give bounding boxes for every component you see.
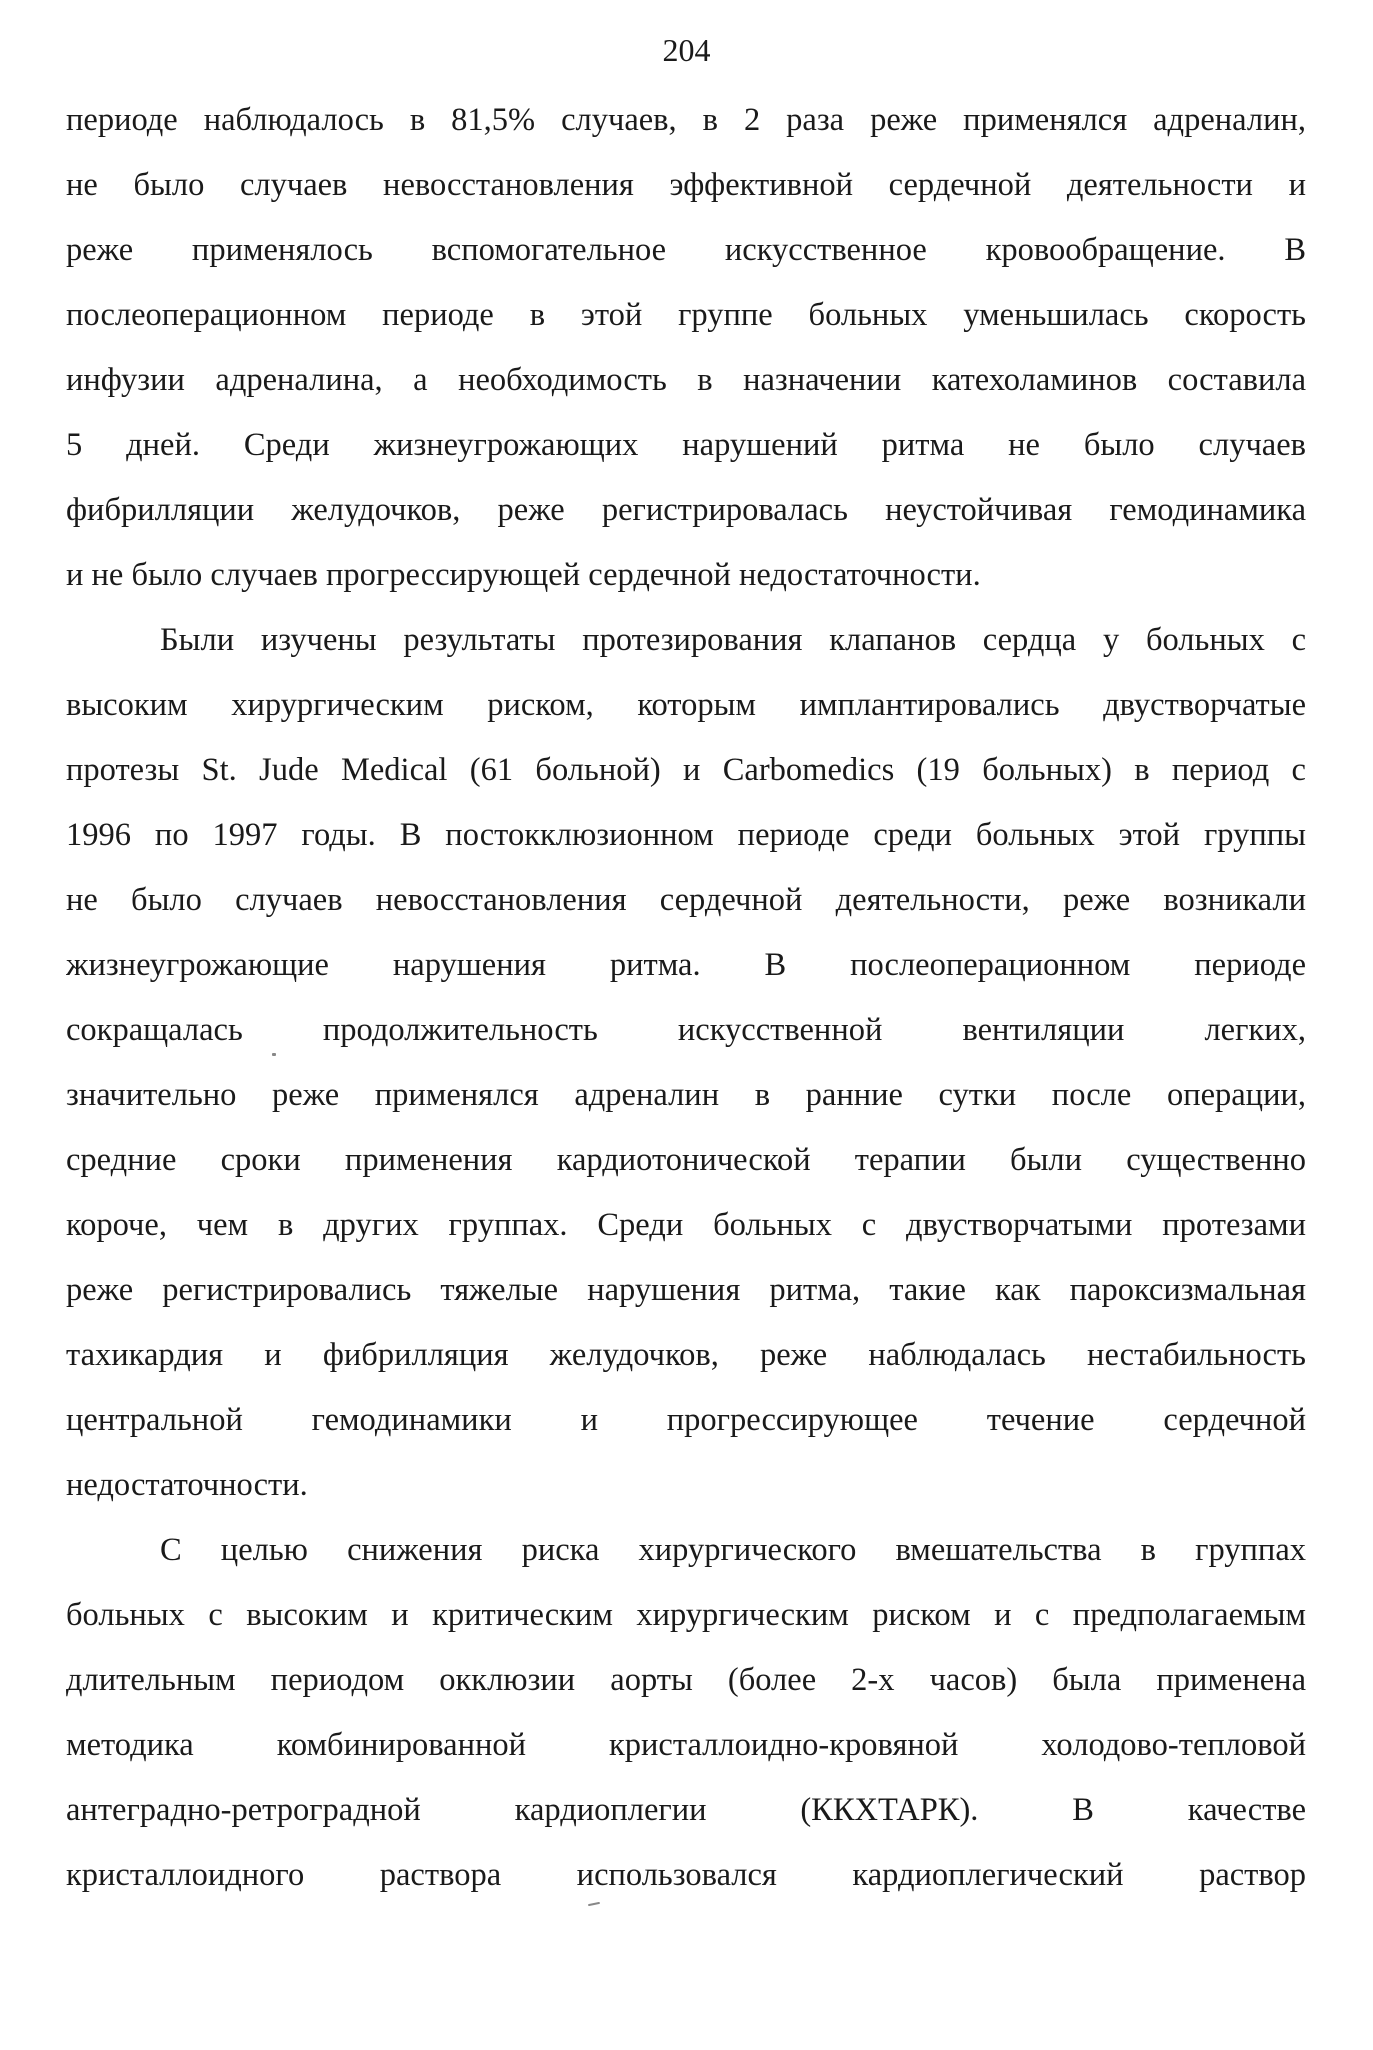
text-line: сокращалась продолжительность искусственной вентиляции легких, (66, 1012, 1306, 1048)
text-line: тахикардия и фибрилляция желудочков, реже наблюдалась нестабильность (66, 1337, 1306, 1373)
text-line: не было случаев невосстановления сердечной деятельности, реже возникали (66, 882, 1306, 918)
text-line: недостаточности. (66, 1467, 308, 1503)
text-line: С целью снижения риска хирургического вмешательства в группах (160, 1532, 1306, 1568)
text-line: периоде наблюдалось в 81,5% случаев, в 2 раза реже применялся адреналин, (66, 102, 1306, 138)
text-line: 1996 по 1997 годы. В постокклюзионном периоде среди больных этой группы (66, 817, 1306, 853)
text-line: реже регистрировались тяжелые нарушения ритма, такие как пароксизмальная (66, 1272, 1306, 1308)
text-line: послеоперационном периоде в этой группе больных уменьшилась скорость (66, 297, 1306, 333)
text-line: протезы St. Jude Medical (61 больной) и Carbomedics (19 больных) в период с (66, 752, 1306, 788)
text-line: короче, чем в других группах. Среди больных с двустворчатыми протезами (66, 1207, 1306, 1243)
text-line: Были изучены результаты протезирования клапанов сердца у больных с (160, 622, 1306, 658)
text-line: реже применялось вспомогательное искусственное кровообращение. В (66, 232, 1306, 268)
body-text (66, 88, 1306, 1908)
text-line: и не было случаев прогрессирующей сердечной недостаточности. (66, 557, 981, 593)
text-line: не было случаев невосстановления эффективной сердечной деятельности и (66, 167, 1306, 203)
scan-speck (272, 1053, 276, 1056)
paragraph-1 (66, 88, 1306, 608)
text-line: инфузии адреналина, а необходимость в назначении катехоламинов составила (66, 362, 1306, 398)
text-line: высоким хирургическим риском, которым имплантировались двустворчатые (66, 687, 1306, 723)
page-number: 204 (662, 32, 711, 68)
text-line: длительным периодом окклюзии аорты (более 2-х часов) была применена (66, 1662, 1306, 1698)
text-line: средние сроки применения кардиотонической терапии были существенно (66, 1142, 1306, 1178)
text-line: кристаллоидного раствора использовался кардиоплегический раствор (66, 1857, 1306, 1893)
text-line: жизнеугрожающие нарушения ритма. В послеоперационном периоде (66, 947, 1306, 983)
text-line: значительно реже применялся адреналин в ранние сутки после операции, (66, 1077, 1306, 1113)
text-line: центральной гемодинамики и прогрессирующее течение сердечной (66, 1402, 1306, 1438)
text-line: антеградно-ретроградной кардиоплегии (ККХТАРК). В качестве (66, 1792, 1306, 1828)
text-line: фибрилляции желудочков, реже регистрировалась неустойчивая гемодинамика (66, 492, 1306, 528)
paragraph-3 (66, 1518, 1306, 1908)
text-line: методика комбинированной кристаллоидно-кровяной холодово-тепловой (66, 1727, 1306, 1763)
paragraph-2 (66, 608, 1306, 1518)
text-line: 5 дней. Среди жизнеугрожающих нарушений ритма не было случаев (66, 427, 1306, 463)
text-line: больных с высоким и критическим хирургическим риском и с предполагаемым (66, 1597, 1306, 1633)
